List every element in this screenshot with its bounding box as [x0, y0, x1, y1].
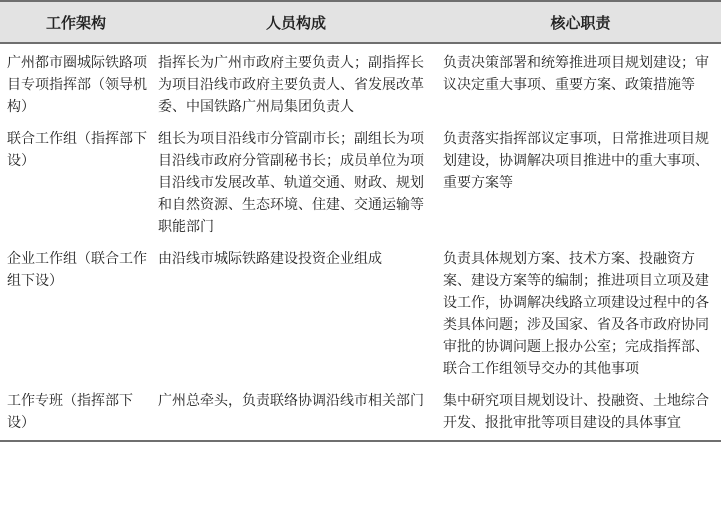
cell-members: 由沿线市城际铁路建设投资企业组成 — [158, 251, 382, 267]
table-row — [0, 120, 721, 240]
cell-duties: 负责决策部署和统筹推进项目规划建设；审议决定重大事项、重要方案、政策措施等 — [443, 55, 709, 93]
table-row — [0, 382, 721, 441]
table-row — [0, 43, 721, 120]
cell-members: 组长为项目沿线市分管副市长；副组长为项目沿线市政府分管副秘书长；成员单位为项目沿线市发展改革、轨道交通、财政、规划和自然资源、生态环境、住建、交通运输等职能部门 — [158, 131, 424, 235]
cell-members: 指挥长为广州市政府主要负责人；副指挥长为项目沿线市政府主要负责人、省发展改革委、中国铁路广州局集团负责人 — [158, 55, 424, 115]
cell-members: 广州总牵头，负责联络协调沿线市相关部门 — [152, 382, 440, 441]
header-structure: 工作架构 — [0, 1, 152, 43]
cell-duties: 负责落实指挥部议定事项，日常推进项目规划建设，协调解决项目推进中的重大事项、重要方案等 — [443, 131, 709, 191]
header-duties: 核心职责 — [440, 1, 721, 43]
cell-structure: 广州都市圈城际铁路项目专项指挥部（领导机构） — [7, 55, 147, 115]
table-row — [0, 240, 721, 382]
table-header-row — [0, 1, 721, 43]
cell-structure: 工作专班（指挥部下设） — [0, 382, 152, 441]
cell-structure: 企业工作组（联合工作组下设） — [7, 251, 147, 289]
cell-duties: 负责具体规划方案、技术方案、投融资方案、建设方案等的编制；推进项目立项及建设工作，协调解决线路立项建设过程中的各类具体问题；涉及国家、省及各市政府协同审批的协调问题上报办公室；完成指挥部、联合工作组领导交办的其他事项 — [443, 251, 709, 377]
cell-duties: 集中研究项目规划设计、投融资、土地综合开发、报批审批等项目建设的具体事宜 — [440, 382, 721, 441]
header-members: 人员构成 — [152, 1, 440, 43]
cell-structure: 联合工作组（指挥部下设） — [7, 131, 147, 169]
